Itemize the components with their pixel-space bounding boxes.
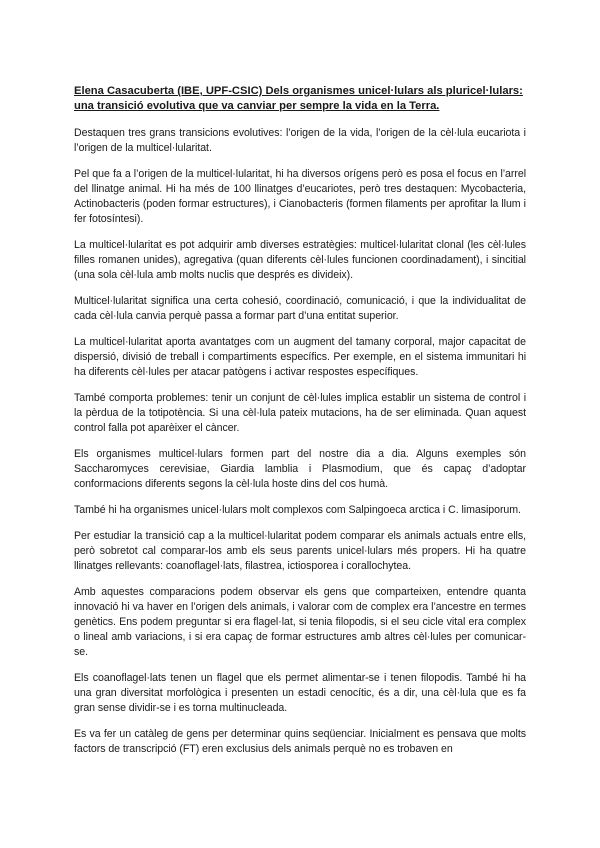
paragraph-8: També hi ha organismes unicel·lulars molt complexos com Salpingoeca arctica i C. limasiporum. [74,504,521,516]
paragraph-2: Pel que fa a l’origen de la multicel·lularitat, hi ha diversos orígens però es posa el focus en l’arrel del llinatge animal. Hi ha més de 100 llinatges d’eucariotes, però tres destaquen: Mycobacteria, Actinobacteris (poden formar estructures), i Cianobacteris (formen filaments per aprofitar la llum i fer fotosíntesi). [74,168,526,225]
paragraph-9: Per estudiar la transició cap a la multicel·lularitat podem comparar els animals actuals entre ells, però sobretot cal comparar-los amb els seus parents unicel·lulars més propers. Hi ha quatre llinatges rellevants: coanoflagel·lats, filastrea, ictiosporea i corallochytea. [74,530,526,572]
paragraph-7: Els organismes multicel·lulars formen part del nostre dia a dia. Alguns exemples són Saccharomyces cerevisiae, Giardia lamblia i Plasmodium, que és capaç d’adoptar conformacions diferents segons la cèl·lula hoste dins del cos humà. [74,448,526,490]
paragraph-11: Els coanoflagel·lats tenen un flagel que els permet alimentar-se i tenen filopodis. També hi ha una gran diversitat morfològica i presenten un estadi cenocític, és a dir, una cèl·lula que es fa gran sense dividir-se i es torna multinucleada. [74,672,526,714]
paragraph-3: La multicel·lularitat es pot adquirir amb diverses estratègies: multicel·lularitat clonal (les cèl·lules filles romanen unides), agregativa (quan diferents cèl·lules funcionen coordinadament), i sincitial (una sola cèl·lula amb molts nuclis que després es divideix). [74,239,526,281]
paragraph-4: Multicel·lularitat significa una certa cohesió, coordinació, comunicació, i que la individualitat de cada cèl·lula canvia perquè passa a formar part d’una entitat superior. [74,295,526,322]
paragraph-6: També comporta problemes: tenir un conjunt de cèl·lules implica establir un sistema de control i la pèrdua de la totipotència. Si una cèl·lula pateix mutacions, ha de ser eliminada. Quan aquest control falla pot aparèixer el càncer. [74,392,526,434]
paragraph-10: Amb aquestes comparacions podem observar els gens que comparteixen, entendre quanta innovació hi va haver en l’origen dels animals, i valorar com de complex era l’ancestre en termes genètics. Ens podem preguntar si era flagel·lat, si tenia filopodis, si el seu cicle vital era complex o lineal amb variacions, i si era capaç de formar estructures amb altres cèl·lules per comunicar-se. [74,586,526,658]
document-page [74,84,526,768]
paragraph-1: Destaquen tres grans transicions evolutives: l’origen de la vida, l’origen de la cèl·lula eucariota i l’origen de la multicel·lularitat. [74,127,526,154]
paragraph-5: La multicel·lularitat aporta avantatges com un augment del tamany corporal, major capacitat de dispersió, divisió de treball i compartiments específics. Per exemple, en el sistema immunitari hi ha diferents cèl·lules per atacar patògens i activar respostes específiques. [74,336,526,378]
document-title: Elena Casacuberta (IBE, UPF-CSIC) Dels organismes unicel·lulars als pluricel·lulars: una transició evolutiva que va canviar per sempre la vida en la Terra. [74,85,523,112]
paragraph-12: Es va fer un catàleg de gens per determinar quins seqüenciar. Inicialment es pensava que molts factors de transcripció (FT) eren exclusius dels animals perquè no es trobaven en [74,728,526,755]
